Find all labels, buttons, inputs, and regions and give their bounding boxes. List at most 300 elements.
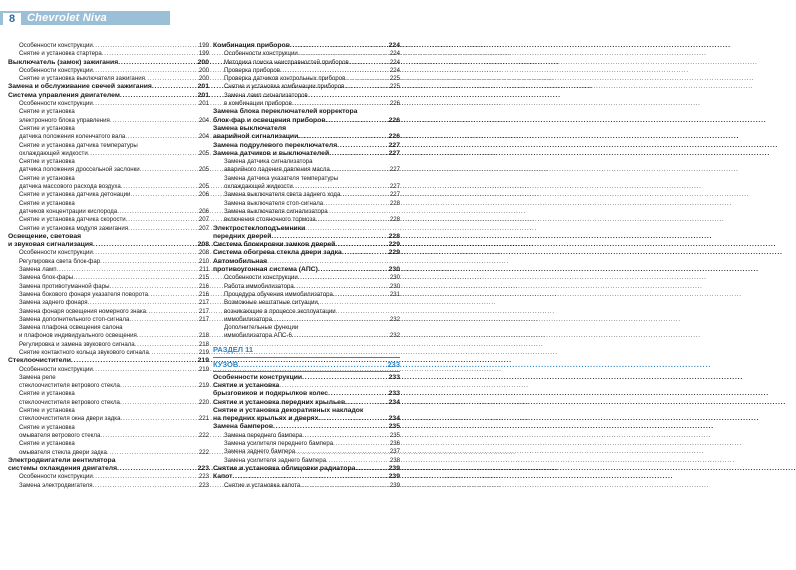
leader-dots [328,390,388,398]
leader-dots [73,274,198,282]
leader-dots [120,382,198,390]
toc-entry[interactable] [8,67,209,75]
page-header [0,0,408,30]
toc-entry-page: 224 [388,42,400,49]
toc-entry-title: Снятие и установка стартера [19,50,102,58]
leader-dots [326,117,388,125]
toc-entry[interactable] [213,117,400,125]
toc-entry-title: противоугонная система (АПС) [213,266,318,274]
toc-entry[interactable] [8,42,209,50]
toc-entry-title: Замена блок-фары [19,274,74,282]
toc-entry-title: и звуковая сигнализация [8,241,93,249]
toc-entry-page: 216 [198,290,209,298]
toc-entry-title: Замена электродвигателя [19,481,93,489]
leader-dots [271,233,387,241]
leader-dots [148,291,198,299]
toc-entry[interactable] [8,59,209,67]
toc-entry[interactable] [8,200,209,208]
toc-entry-title: Снятие и установка [19,423,75,431]
toc-entry-title: в комбинации приборов [224,100,292,108]
toc-entry[interactable] [8,324,209,332]
leader-dots [140,166,198,174]
toc-entry-title: стеклоочистителя окна двери задка [19,415,121,423]
toc-entry-title: Снятие и установка датчика температуры [19,141,138,149]
toc-entry-title: и плафонов индивидуального освещения [19,332,137,340]
toc-entry[interactable] [213,233,400,241]
page-number: 8 [3,13,21,26]
toc-entry[interactable] [213,216,400,224]
toc-entry[interactable] [8,382,209,390]
toc-entry-page: 234 [388,415,400,423]
toc-entry-page: 239 [388,473,400,481]
toc-entry[interactable] [8,216,209,224]
toc-entry[interactable] [8,299,209,307]
toc-entry-page: 239 [388,464,400,472]
leader-dots [128,225,198,233]
toc-entry-title: Дополнительные функции [224,324,299,332]
toc-entry[interactable] [213,75,400,83]
toc-entry-title: Стеклоочистители [8,357,71,365]
leader-dots [100,432,197,440]
toc-entry[interactable] [8,399,209,407]
toc-entry-title: передних дверей [213,232,272,240]
toc-entry-page: 229 [388,249,400,257]
toc-entry[interactable] [8,432,209,440]
toc-entry-page: 226 [388,133,400,141]
toc-entry[interactable] [8,166,209,174]
leader-dots [345,75,388,83]
toc-entry-page: 232 [389,332,400,340]
toc-entry-page: 219 [197,357,209,365]
toc-entry[interactable] [8,208,209,216]
toc-entry[interactable] [8,283,209,291]
toc-entry-title: Снятие и установка [19,440,75,448]
toc-entry-title: Замена бамперов [213,423,273,431]
book-title: Chevrolet Niva [27,12,107,24]
toc-entry[interactable] [213,432,400,440]
toc-entry[interactable] [8,332,209,340]
toc-entry[interactable] [213,291,400,299]
toc-entry-title: Особенности конструкции [19,42,93,49]
toc-entry-title: охлаждающей жидкости [224,183,293,191]
toc-entry-page: 236 [389,440,400,448]
toc-entry-page: 206 [198,191,209,199]
toc-entry[interactable] [213,142,400,150]
toc-entry-page: 205 [198,166,209,174]
toc-entry[interactable] [8,291,209,299]
leader-dots [93,67,198,75]
toc-entry[interactable] [213,390,400,398]
toc-entry-title: Снятие и установка выключателя зажигания [19,75,145,83]
toc-entry[interactable] [8,117,209,125]
leader-dots [93,473,198,481]
toc-entry-page: 205 [198,183,209,191]
toc-entry[interactable] [8,308,209,316]
leader-dots [93,482,198,490]
toc-entry[interactable] [8,50,209,58]
toc-entry[interactable] [8,374,209,382]
toc-entry-page: 227 [388,141,400,149]
toc-entry[interactable] [8,125,209,133]
toc-entry[interactable] [213,108,400,116]
leader-dots [100,258,198,266]
toc-entry-title: брызговиков и подкрылков колес [213,390,329,398]
toc-entry-page: 235 [389,431,400,439]
toc-entry-title: датчика положения дроссельной заслонки [19,166,140,174]
toc-entry[interactable] [213,175,400,183]
toc-entry[interactable] [8,390,209,398]
toc-entry[interactable] [213,83,400,91]
toc-entry[interactable] [8,175,209,183]
toc-entry-title: Процедура обучения иммобилизатора [224,290,333,298]
toc-entry-title: стеклоочистителя ветрового стекла [19,382,120,390]
toc-entry-title: Возможные нештатные ситуации, [224,299,320,307]
toc-entry[interactable] [8,225,209,233]
toc-entry-page: 229 [388,241,400,249]
toc-entry[interactable] [213,473,400,481]
leader-dots [149,349,198,357]
toc-entry[interactable] [213,42,400,50]
toc-entry-title: омывателя стекла двери задка [19,448,107,456]
leader-dots [318,415,387,423]
toc-entry-title: Снятие и установка датчика скорости [19,216,126,224]
toc-entry-title: Замена блока переключателей корректора [213,108,358,116]
toc-entry[interactable] [213,399,400,407]
toc-entry-page: 224 [389,66,400,74]
toc-entry-page: 200 [197,58,209,66]
toc-entry[interactable] [8,158,209,166]
toc-entry-title: Особенности конструкции [19,66,93,74]
toc-entry-page: 206 [198,207,209,215]
toc-entry-title: Замена выключателя света заднего хода [224,191,341,199]
toc-entry[interactable] [8,482,209,490]
toc-entry-title: Снятие и установка передних крыльев [213,398,346,406]
leader-dots [57,266,199,274]
leader-dots [335,241,387,249]
leader-dots [129,316,197,324]
leader-dots [102,50,198,58]
toc-entry-page: 226 [389,100,400,108]
toc-entry[interactable] [213,266,400,274]
toc-entry[interactable] [213,316,400,324]
leader-dots [130,191,197,199]
toc-entry[interactable] [213,308,400,316]
toc-entry-title: Замена реле [19,373,56,381]
toc-right-entries [213,42,400,341]
toc-entry[interactable] [213,158,400,166]
toc-entry-title: Автомобильная [213,257,268,265]
toc-left-column [8,42,209,490]
toc-entry-title: Замена фонаря освещения номерного знака [19,307,147,315]
toc-entry-page: 201 [198,100,209,108]
toc-entry-page: 205 [198,149,209,157]
toc-entry[interactable] [8,83,209,91]
toc-entry[interactable] [213,133,400,141]
toc-entry-title: Замена датчика указателя температуры [224,174,339,182]
toc-entry-title: Электростеклоподъемники [213,224,306,232]
toc-entry-title: Снятие и установка модуля зажигания [19,224,129,232]
leader-dots [318,266,388,274]
toc-entry-title: Особенности конструкции [19,100,93,108]
toc-entry[interactable] [8,366,209,374]
toc-entry[interactable] [8,415,209,423]
toc-entry[interactable] [213,50,400,58]
toc-entry-title: Замена датчика сигнализатора [224,158,313,166]
toc-entry[interactable] [213,332,400,340]
leader-dots [294,283,389,291]
leader-dots [316,216,389,224]
leader-dots [355,465,387,473]
toc-entry[interactable] [8,258,209,266]
toc-entry-page: 225 [389,75,400,83]
toc-entry[interactable] [213,407,400,415]
toc-entry[interactable] [8,465,209,473]
toc-entry[interactable] [8,440,209,448]
toc-entry-page: 217 [198,299,209,307]
leader-dots [135,341,198,349]
toc-entry[interactable] [8,316,209,324]
toc-entry-page: 211 [199,266,209,274]
toc-entry-title: Снятие и установка [19,124,75,132]
toc-entry-title: Снятие и установка декоративных накладок [213,406,364,414]
toc-entry-page: 217 [198,307,209,315]
leader-dots [145,75,198,83]
leader-dots [146,308,198,316]
toc-entry[interactable] [8,241,209,249]
leader-dots [125,133,198,141]
toc-entry-page: 228 [389,216,400,224]
leader-dots [295,448,389,456]
leader-dots [344,83,389,91]
toc-entry[interactable] [8,274,209,282]
toc-entry-title: Комбинация приборов [213,42,290,49]
leader-dots [117,208,198,216]
toc-entry-page: 201 [197,91,209,99]
toc-entry[interactable] [8,349,209,357]
toc-entry[interactable] [213,166,400,174]
toc-entry[interactable] [213,440,400,448]
toc-entry-title: Система блокировки замков дверей [213,241,336,249]
section-title[interactable] [213,360,400,369]
toc-entry[interactable] [8,249,209,257]
toc-entry[interactable] [8,133,209,141]
toc-entry-title: Особенности конструкции [224,274,298,282]
toc-entry-title: Методика поиска неисправностей приборов [224,58,349,66]
toc-entry-title: включения стояночного тормоза [224,216,316,224]
toc-entry-page: 199 [198,42,209,49]
toc-entry[interactable] [213,225,400,233]
leader-dots [272,316,389,324]
toc-entry-title: Замена ламп [19,266,57,274]
toc-entry-title: датчиков концентрации кислорода [19,207,118,215]
toc-entry-title: Замена датчиков и выключателей [213,149,330,157]
toc-entry[interactable] [213,448,400,456]
toc-entry-title: Снятие контактного кольца звукового сигнала [19,348,149,356]
toc-entry-page: 228 [388,232,400,240]
leader-dots [345,399,388,407]
toc-entry[interactable] [213,423,400,431]
toc-entry[interactable] [8,183,209,191]
toc-entry-title: Замена и обслуживание свечей зажигания [8,83,152,91]
toc-section-entries [213,374,400,490]
toc-entry-title: Замена выключателя сигнализатора [224,207,328,215]
toc-entry[interactable] [213,208,400,216]
leader-dots [93,241,197,249]
toc-entry[interactable] [8,142,209,150]
toc-entry-title: Замена бокового фонаря указателя поворота [19,290,148,298]
toc-entry[interactable] [8,266,209,274]
toc-entry[interactable] [8,473,209,481]
leader-dots [117,465,197,473]
toc-entry-page: 230 [389,282,400,290]
toc-entry-title: возникающие в процессе эксплуатации [224,307,336,315]
toc-entry[interactable] [8,100,209,108]
toc-entry-title: охлаждающей жидкости [19,149,88,157]
section-rule-bottom [213,371,400,372]
toc-entry[interactable] [8,457,209,465]
leader-dots [290,42,388,50]
toc-entry-page: 227 [388,149,400,157]
toc-entry[interactable] [213,465,400,473]
leader-dots [273,423,388,431]
toc-entry-title: Замена плафона освещения салона [19,324,123,332]
toc-entry-title: блок-фар и освещения приборов [213,116,326,124]
toc-entry-page: 225 [389,83,400,91]
toc-entry-page: 239 [389,481,400,489]
toc-entry-page: 230 [389,274,400,282]
toc-entry-page: 223 [198,473,209,481]
toc-entry[interactable] [213,200,400,208]
toc-entry-title: Электродвигатели вентилятора [8,456,116,464]
toc-entry[interactable] [8,92,209,100]
toc-entry[interactable] [8,357,209,365]
toc-entry-title: датчика положения коленчатого вала [19,133,126,141]
toc-entry-title: Замена выключателя стоп-сигнала [224,199,324,207]
toc-entry[interactable] [213,67,400,75]
toc-entry-page: 208 [197,241,209,249]
toc-entry-page: 218 [198,332,209,340]
leader-dots [121,183,198,191]
leader-dots [333,440,389,448]
toc-entry-title: Регулировка и замена звукового сигнала [19,340,135,348]
leader-dots [300,482,389,490]
toc-entry-title: Особенности конструкции [213,373,303,381]
toc-entry-title: Снятие и установка [19,407,75,415]
leader-dots [88,299,198,307]
toc-entry[interactable] [213,457,400,465]
toc-entry[interactable] [8,449,209,457]
toc-entry[interactable] [213,274,400,282]
toc-entry[interactable] [8,191,209,199]
toc-entry-title: Замена усилителя переднего бампера [224,440,334,448]
toc-entry[interactable] [213,191,400,199]
toc-entry-title: Особенности конструкции [19,365,93,373]
toc-entry-title: Замена выключателя [213,124,287,132]
toc-entry-page: 222 [198,431,209,439]
toc-entry[interactable] [213,324,400,332]
leader-dots [280,67,389,75]
toc-entry-page: 230 [388,266,400,274]
toc-entry-page: 227 [389,166,400,174]
leader-dots [238,360,386,369]
toc-entry[interactable] [213,249,400,257]
toc-entry-page: 226 [388,116,400,124]
toc-entry-page: 227 [389,191,400,199]
toc-entry-page: 215 [198,274,209,282]
toc-entry[interactable] [213,283,400,291]
toc-entry[interactable] [213,92,400,100]
leader-dots [88,150,198,158]
toc-entry-title: Снятие и установка [19,199,75,207]
toc-entry[interactable] [213,59,400,67]
toc-entry[interactable] [8,150,209,158]
toc-entry-title: Замена противотуманной фары [19,282,110,290]
toc-entry[interactable] [8,424,209,432]
leader-dots [93,366,198,374]
toc-entry[interactable] [213,150,400,158]
leader-dots [302,432,389,440]
toc-entry[interactable] [8,233,209,241]
leader-dots [298,133,387,141]
toc-entry-title: Система обогрева стекла двери задка [213,249,342,257]
toc-entry-page: 224 [389,58,400,66]
leader-dots [298,50,389,58]
toc-entry-title: Замена переднего бампера [224,431,303,439]
toc-entry[interactable] [213,258,400,266]
toc-entry[interactable] [213,482,400,490]
toc-entry[interactable] [213,374,400,382]
toc-entry-title: Снятие и установка комбинации приборов [224,83,345,91]
leader-dots [107,449,198,457]
leader-dots [120,399,198,407]
toc-entry-title: Особенности конструкции [19,249,93,257]
toc-entry[interactable] [8,341,209,349]
toc-right-column [213,42,400,490]
toc-entry-title: Работа иммобилизатора [224,282,294,290]
toc-entry-page: 218 [198,340,209,348]
toc-entry-title: Проверка приборов [224,66,280,74]
toc-entry-title: Снятие и установка [19,158,75,166]
toc-entry-title: иммобилизатора АПС-6 [224,332,292,340]
toc-entry-page: 231 [389,290,400,298]
toc-entry-title: Выключатель (замок) зажигания [8,58,119,66]
toc-entry[interactable] [8,108,209,116]
toc-entry-page: 210 [198,257,209,265]
toc-entry-page: 235 [388,423,400,431]
toc-entry-title: Замена заднего бампера [224,448,296,456]
toc-entry-title: электронного блока управления [19,116,110,124]
toc-entry-page: 207 [198,224,209,232]
toc-entry[interactable] [8,407,209,415]
toc-entry-page: 237 [389,448,400,456]
section-rule [213,357,400,358]
toc-entry-page: 208 [198,249,209,257]
toc-entry[interactable] [213,183,400,191]
leader-dots [330,166,389,174]
leader-dots [120,415,197,423]
toc-entry-title: Снятие и установка датчика детонации [19,191,131,199]
toc-entry-page: 232 [389,315,400,323]
section-page: 233 [387,359,400,369]
leader-dots [323,200,389,208]
leader-dots [126,216,198,224]
toc-entry-title: аварийной сигнализации [213,133,299,141]
leader-dots [71,357,197,365]
section-title-text: КУЗОВ [213,359,239,369]
toc-entry[interactable] [213,299,400,307]
toc-entry-page: 238 [389,456,400,464]
leader-dots [118,59,196,67]
